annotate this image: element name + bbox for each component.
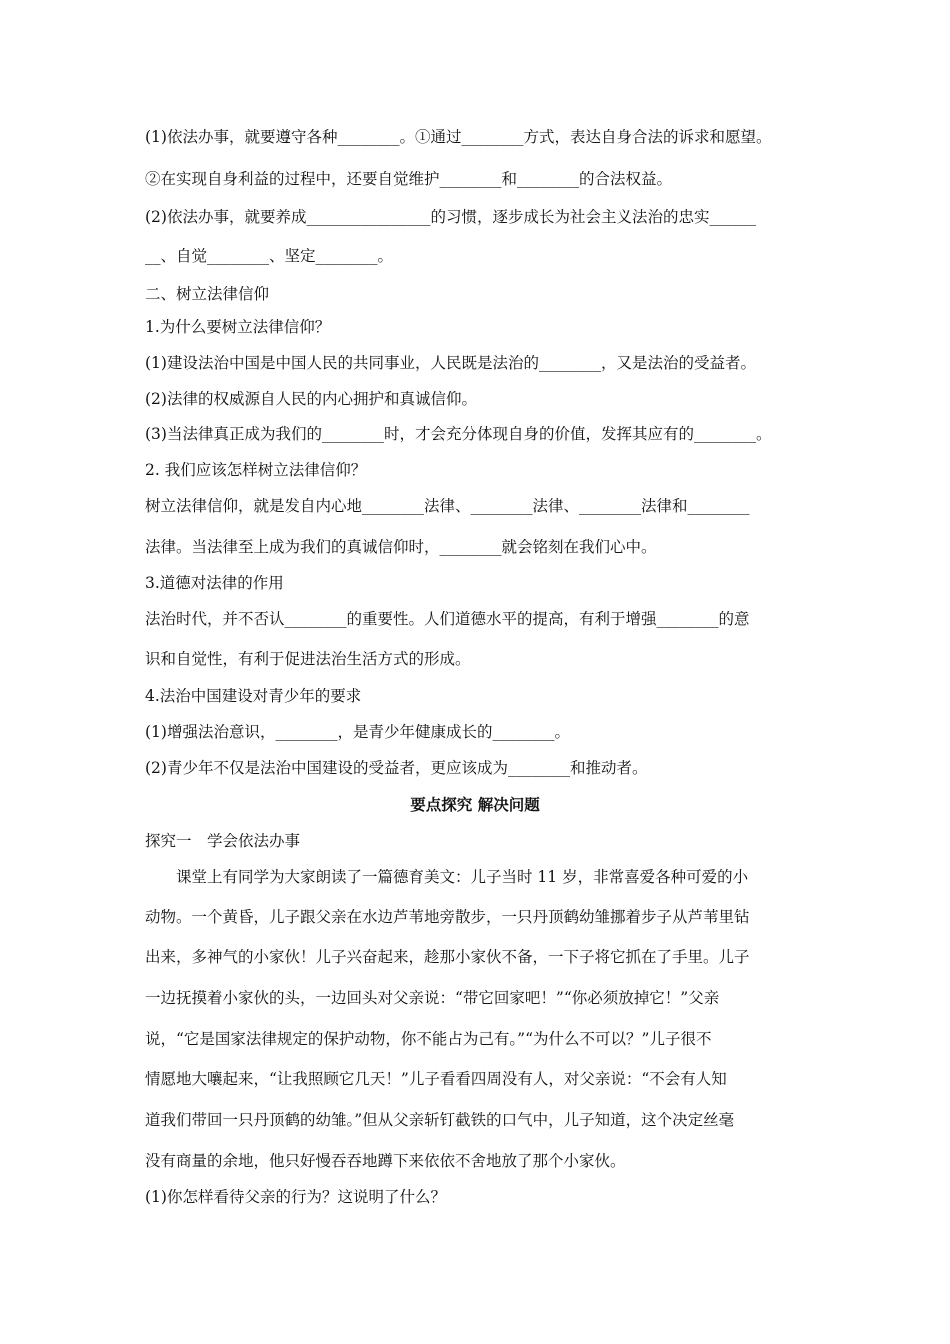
explore-heading: 要点探究 解决问题	[410, 795, 540, 814]
section-heading: 二、树立法律信仰	[145, 285, 270, 303]
question-1-point-1: (1)建设法治中国是中国人民的共同事业，人民既是法治的________，又是法治的受益者。	[145, 354, 756, 372]
question-3-line-2: 识和自觉性，有利于促进法治生活方式的形成。	[145, 650, 471, 668]
question-1-title: 1.为什么要树立法律信仰？	[145, 318, 331, 336]
question-1-point-3: (3)当法律真正成为我们的________时，才会充分体现自身的价值，发挥其应有的________。	[145, 425, 772, 443]
question-3-line-1: 法治时代，并不否认________的重要性。人们道德水平的提高，有利于增强________的意	[145, 610, 750, 628]
question-2-line-1: 树立法律信仰，就是发自内心地________法律、________法律、________法律和________	[145, 497, 750, 515]
question-1-point-2: (2)法律的权威源自人民的内心拥护和真诚信仰。	[145, 390, 477, 408]
story-line-2: 动物。一个黄昏，儿子跟父亲在水边芦苇地旁散步，一只丹顶鹤幼雏挪着步子从芦苇里钻	[145, 908, 750, 926]
section1-line-3: (2)依法办事，就要养成________________的习惯，逐步成长为社会主义法治的忠实______	[145, 208, 756, 226]
story-line-5: 说，“它是国家法律规定的保护动物，你不能占为己有。”“为什么不可以？”儿子很不	[145, 1030, 712, 1048]
story-line-1: 课堂上有同学为大家朗读了一篇德育美文：儿子当时 11 岁，非常喜爱各种可爱的小	[145, 868, 749, 886]
question-2-title: 2. 我们应该怎样树立法律信仰？	[145, 461, 367, 479]
story-line-3: 出来，多神气的小家伙！儿子兴奋起来，趁那小家伙不备，一下子将它抓在了手里。儿子	[145, 948, 750, 966]
section1-line-4: __、自觉________、坚定________。	[145, 247, 394, 265]
story-line-4: 一边抚摸着小家伙的头，一边回头对父亲说：“带它回家吧！”“你必须放掉它！”父亲	[145, 989, 720, 1007]
section1-line-1: (1)依法办事，就要遵守各种________。①通过________方式，表达自身合法的诉求和愿望。	[145, 128, 772, 146]
question-4-title: 4.法治中国建设对青少年的要求	[145, 687, 362, 705]
story-line-8: 没有商量的余地，他只好慢吞吞地蹲下来依依不舍地放了那个小家伙。	[145, 1152, 626, 1170]
explore-subheading: 探究一 学会依法办事	[145, 832, 301, 850]
explore-question-1: (1)你怎样看待父亲的行为？这说明了什么？	[145, 1188, 446, 1206]
question-3-title: 3.道德对法律的作用	[145, 574, 284, 592]
question-4-point-2: (2)青少年不仅是法治中国建设的受益者，更应该成为________和推动者。	[145, 759, 648, 777]
question-4-point-1: (1)增强法治意识，________，是青少年健康成长的________。	[145, 723, 570, 741]
question-2-line-2: 法律。当法律至上成为我们的真诚信仰时，________就会铭刻在我们心中。	[145, 538, 657, 556]
story-line-6: 情愿地大嚷起来，“让我照顾它几天！”儿子看看四周没有人，对父亲说：“不会有人知	[145, 1070, 727, 1088]
story-line-7: 道我们带回一只丹顶鹤的幼雏。”但从父亲斩钉截铁的口气中，儿子知道，这个决定丝毫	[145, 1111, 735, 1129]
section1-line-2: ②在实现自身利益的过程中，还要自觉维护________和________的合法权益。	[145, 170, 673, 188]
